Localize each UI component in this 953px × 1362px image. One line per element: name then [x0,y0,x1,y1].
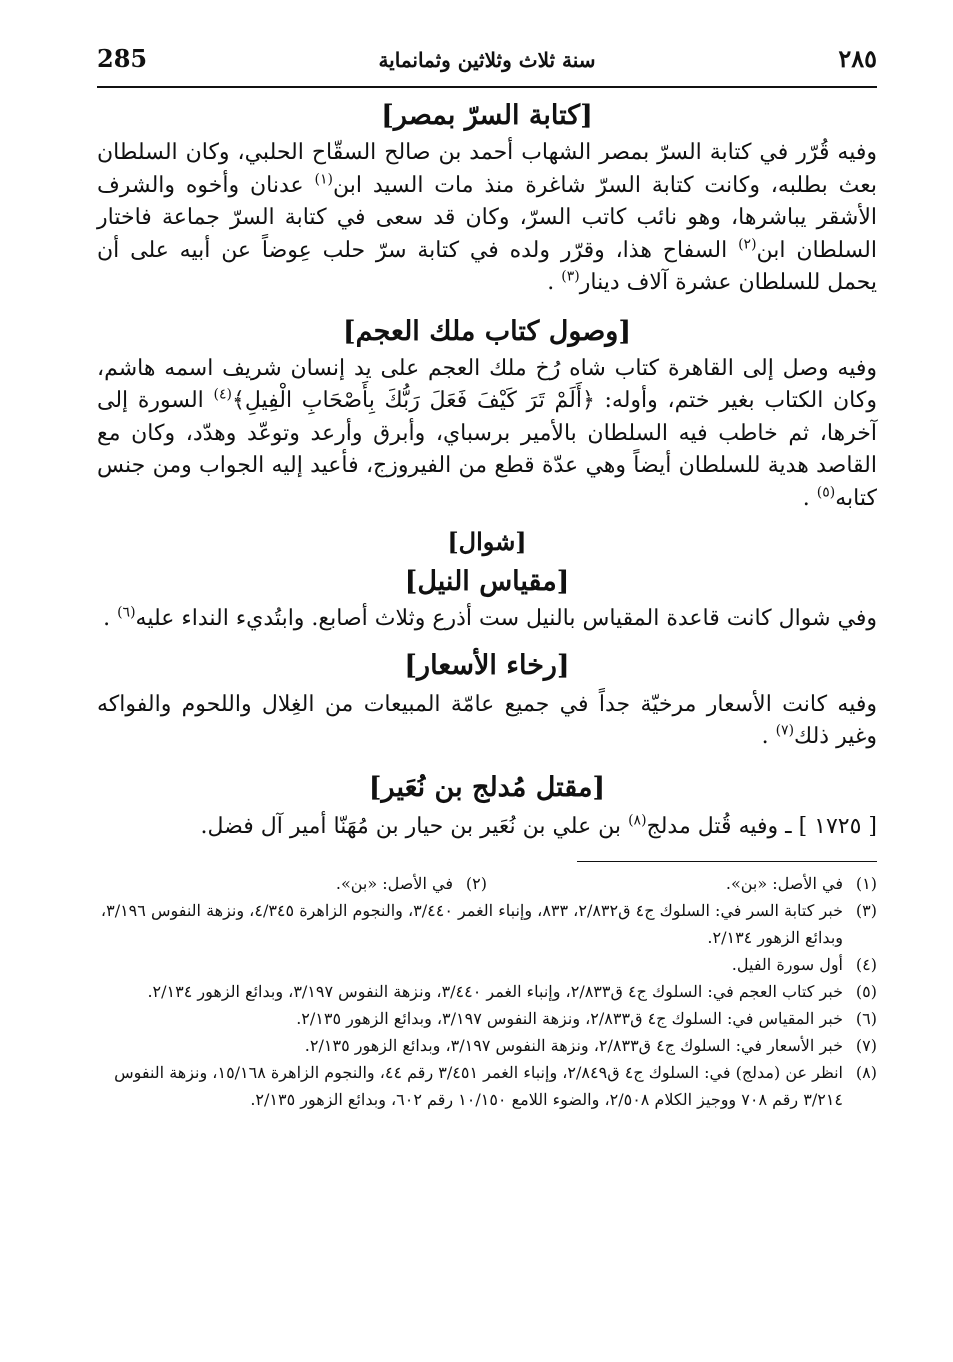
section-paragraph [97,137,877,300]
footnote-text: في الأصل: «بن». [725,874,843,893]
section-paragraph [97,689,877,754]
text-run: السورة إلى آخرها، ثم خاطب فيه السلطان بالأمير برسباي، وأبرق وأرعد وتوعّد وهدّد، وكان مع القاصد هدية للسلطان أيضاً وهي عدّة قطع من الفيروزج، فأعيد إليه الجواب ومن جنس كتابه [97,388,877,511]
footnote [97,1059,877,1113]
running-title: سنة ثلاث وثلاثين وثمانماية [378,48,596,72]
text-run: عدنان وأخوه والشرف الأشقر يباشرها، وهو نائب كاتب السرّ، وكان قد سعى في كتابة السرّ جماعة فاختار السلطان ابن [97,172,877,263]
footnote [97,897,877,951]
text-run: بن علي بن نُعَير بن حيار بن مُهَنّا أمير آل فضل. [200,813,629,839]
footnote-number: (٦) [855,1009,877,1028]
footnote-number: (٤) [855,955,877,974]
footnote-ref[interactable]: (٢) [738,236,757,253]
footnote-ref[interactable]: (٣) [561,268,580,285]
footnote [97,951,877,978]
footnote-ref[interactable]: (١) [314,171,333,188]
footnote [97,978,877,1005]
footnote-ref[interactable]: (٤) [213,386,232,403]
footnote-text: خبر الأسعار في: السلوك ج٤ ق٢/٨٣٣، ونزهة النفوس ٣/١٩٧، وبدائع الزهور ٢/١٣٥. [304,1036,843,1055]
footnote-text: خبر المقياس في: السلوك ج٤ ق٢/٨٣٣، ونزهة النفوس ٣/١٩٧، وبدائع الزهور ٢/١٣٥. [296,1009,843,1028]
section-paragraph [97,811,877,844]
footnote-number: (٥) [855,982,877,1001]
footnote [97,870,487,897]
text-run: السفاح هذا، وقرّر ولده في كتابة سرّ حلب عِوضاً عن أبيه على أن يحمل للسلطان عشرة آلاف دينار [97,237,877,295]
text-run: وفيه كانت الأسعار مرخيّة جداً في جميع عامّة المبيعات من الغِلال واللحوم والفواكه وغير ذلك [97,691,877,749]
text-run: [ ١٧٢٥ ] ـ وفيه قُتل مدلج [646,813,877,839]
footnote-number: (٢) [465,874,487,893]
footnote-text: خبر كتابة السر في: السلوك ج٤ ق٢/٨٣٢، ٨٣٣، وإنباء الغمر ٣/٤٤٠، والنجوم الزاهرة ٤/٣٤٥، ونزهة النفوس ٣/١٩٦، وبدائع الزهور ٢/١٣٤. [100,901,843,947]
footnote-rule [577,861,877,862]
footnote-text: انظر عن (مدلج) في: السلوك ج٤ ق٢/٨٤٩، وإنباء الغمر ٣/٤٥١ رقم ٤٤، والنجوم الزاهرة ١٥/١٦٨، ونزهة النفوس ٣/٢١٤ رقم ٧٠٨ ووجيز الكلام ٢/٥٠٨، والضوء اللامع ١٠/١٥٠ رقم ٦٠٢، وبدائع الزهور ٢/١٣٥. [114,1063,843,1109]
text-run: . [802,485,817,511]
section-heading: [مقتل مُدلج بن نُعَير] [368,771,606,803]
footnote-number: (٨) [855,1063,877,1082]
section-paragraph [97,353,877,516]
page-number-arabic: ٢٨٥ [838,44,877,73]
section-heading: [رخاء الأسعار] [404,649,570,681]
page-number-latin: 285 [97,44,148,73]
footnote-text: أول سورة الفيل. [731,955,843,974]
section-paragraph [97,603,877,636]
footnote-number: (٣) [855,901,877,920]
footnote-ref[interactable]: (٥) [816,484,836,501]
page-header [97,40,877,88]
footnote [487,870,877,897]
footnote-pair [97,870,877,897]
section-heading: [وصول كتاب ملك العجم] [342,315,632,347]
text-run: وفيه قُرّر في كتابة السرّ بمصر الشهاب أحمد بن صالح السقّاح الحلبي، وكان السلطان بعث بطلبه، وكانت كتابة السرّ شاغرة منذ مات السيد ابن [97,140,877,198]
footnote-ref[interactable]: (٦) [117,604,136,621]
footnote [97,1032,877,1059]
footnote-ref[interactable]: (٨) [628,812,647,829]
text-run: . [547,270,562,295]
footnote [97,1005,877,1032]
footnote-number: (١) [855,874,877,893]
section-heading-month: [شوال] [447,527,527,556]
text-run: وفيه وصل إلى القاهرة كتاب شاه رُخ ملك العجم على يد إنسان شريف اسمه هاشم، وكان الكتاب بغير ختم، وأوله: ﴿أَلَمْ تَرَ كَيْفَ فَعَلَ رَبُّكَ بِأَصْحَابِ الْفِيلِ﴾ [97,355,877,413]
text-run: . [761,724,776,749]
footnotes [97,870,877,1113]
section-heading: [كتابة السرّ بمصر] [381,100,593,131]
text-run: . [103,606,118,631]
footnote-number: (٧) [855,1036,877,1055]
text-run: وفي شوال كانت قاعدة المقياس بالنيل ست أذرع وثلاث أصابع. وابتُديء النداء عليه [135,606,877,631]
footnote-text: خبر كتاب العجم في: السلوك ج٤ ق٢/٨٣٣، وإنباء الغمر ٣/٤٤٠، ونزهة النفوس ٣/١٩٧، وبدائع الزهور ٢/١٣٤. [147,982,843,1001]
book-page [97,40,877,1109]
page-body [97,100,877,1113]
footnote-text: في الأصل: «بن». [335,874,453,893]
section-heading: [مقياس النيل] [404,566,570,597]
footnote-ref[interactable]: (٧) [775,722,795,739]
